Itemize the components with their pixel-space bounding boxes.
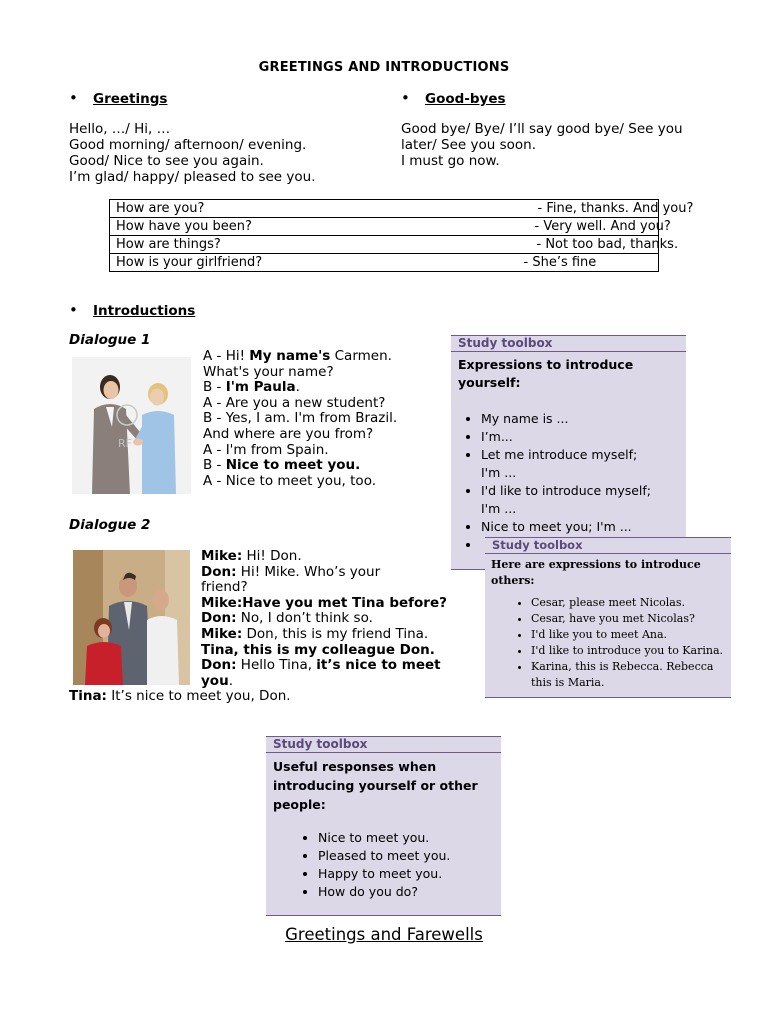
question-text: How are you?	[116, 201, 205, 216]
dialogue-fragment: Don, this is my friend Tina.	[242, 625, 429, 642]
list-item: • Pleased to meet you.	[318, 847, 501, 865]
list-item: • My name is ...	[481, 410, 686, 428]
bullet-icon: •	[69, 89, 78, 107]
toolbox-list	[451, 410, 686, 554]
dialogue-fragment: Carmen.	[330, 348, 392, 364]
toolbox-heading: Useful responses when introducing yourself or other people:	[273, 759, 478, 812]
dialogue-line	[201, 549, 447, 565]
dialogue-line: Tina, this is my colleague Don.	[201, 641, 435, 658]
speaker-name: Don:	[201, 657, 237, 674]
list-item: • I'd like to introduce myself;	[481, 482, 686, 500]
list-item: • Karina, this is Rebecca. Rebecca	[531, 659, 731, 675]
dialogue-bold-fragment: you	[201, 672, 229, 689]
dialogue-fragment: Hi! Mike. Who’s your	[236, 563, 381, 580]
table-row	[110, 200, 659, 218]
list-item: • Nice to meet you; I'm ...	[481, 518, 686, 536]
dialogue-line	[201, 611, 447, 627]
goodbyes-heading-row	[401, 89, 506, 107]
dialogue1-text	[203, 349, 397, 489]
list-item: • Nice to meet you.	[318, 829, 501, 847]
question-text: How are things?	[116, 237, 221, 252]
dialogue-line	[203, 458, 397, 474]
dialogue-fragment: Hi! Don.	[242, 548, 302, 564]
speaker-name: Don:	[201, 563, 237, 580]
speaker-name: Mike:	[201, 625, 243, 642]
question-text: How have you been?	[116, 219, 252, 234]
study-toolbox-introduce-others	[485, 537, 731, 698]
dialogue-fragment: B -	[203, 379, 226, 396]
toolbox-list	[485, 595, 731, 691]
list-item: • How do you do?	[318, 883, 501, 901]
dialogue2-text	[201, 549, 447, 689]
dialogue-line: And where are you from?	[203, 425, 374, 442]
dialogue-bold-fragment: My name's	[249, 348, 331, 364]
study-toolbox-introduce-yourself	[451, 335, 686, 570]
list-item: • Let me introduce myself;	[481, 446, 686, 464]
dialogue-line: A - Nice to meet you, too.	[203, 472, 377, 489]
table-row	[110, 218, 659, 236]
question-text: How is your girlfriend?	[116, 255, 263, 270]
greetings-heading: Greetings	[93, 91, 168, 107]
dialogue-line	[201, 627, 447, 643]
list-item: • I’m...	[481, 428, 686, 446]
dialogue-line	[201, 658, 447, 674]
dialogue-line: What's your name?	[203, 363, 334, 380]
page-title: GREETINGS AND INTRODUCTIONS	[258, 60, 510, 75]
dialogue-line: B - Yes, I am. I'm from Brazil.	[203, 410, 398, 427]
goodbye-line: Good bye/ Bye/ I’ll say good bye/ See you	[401, 121, 683, 137]
toolbox-label: Study toolbox	[451, 336, 686, 352]
answer-text: - Fine, thanks. And you?	[537, 201, 694, 216]
goodbye-line: I must go now.	[401, 153, 500, 169]
dialogue1-title: Dialogue 1	[69, 332, 151, 348]
answer-text: - Very well. And you?	[534, 219, 671, 234]
introductions-heading-row	[69, 301, 195, 319]
bullet-icon: •	[401, 89, 410, 107]
study-toolbox-useful-responses	[266, 736, 501, 916]
svg-text:RF: RF	[118, 437, 132, 450]
bullet-icon: •	[69, 301, 78, 319]
goodbyes-heading: Good-byes	[425, 91, 506, 107]
greetings-list	[69, 121, 316, 185]
speaker-name: Don:	[201, 610, 237, 627]
toolbox-label: Study toolbox	[266, 737, 501, 753]
toolbox-heading: Here are expressions to introduce others:	[491, 558, 701, 587]
dialogue-line: Mike:Have you met Tina before?	[201, 594, 447, 611]
table-row	[110, 254, 659, 272]
two-women-shaking-hands-image	[72, 357, 191, 494]
dialogue-line	[203, 349, 397, 365]
list-item: • I'd like to introduce you to Karina.	[531, 643, 731, 659]
three-people-meeting-image	[73, 550, 190, 685]
list-item: I'm ...	[481, 465, 517, 480]
dialogue-line	[69, 689, 291, 705]
list-item: • Cesar, have you met Nicolas?	[531, 611, 731, 627]
toolbox-label: Study toolbox	[485, 538, 731, 554]
table-cell	[110, 200, 694, 218]
dialogue-line: A - Are you a new student?	[203, 394, 386, 411]
goodbye-line: later/ See you soon.	[401, 137, 536, 153]
dialogue-bold-fragment: I'm Paula	[225, 379, 296, 396]
list-item: • I'd like you to meet Ana.	[531, 627, 731, 643]
table-cell	[110, 254, 659, 272]
table-cell	[110, 236, 679, 254]
footer-title: Greetings and Farewells	[285, 925, 483, 944]
dialogue-fragment: .	[295, 379, 300, 396]
list-item: I'm ...	[481, 501, 517, 516]
dialogue-fragment: A - Hi!	[203, 348, 250, 364]
dialogue1-photo	[72, 357, 191, 494]
dialogue-line: A - I'm from Spain.	[203, 441, 329, 458]
greetings-heading-row	[69, 89, 167, 107]
greeting-line: I’m glad/ happy/ pleased to see you.	[69, 169, 316, 185]
speaker-name: Tina:	[69, 688, 107, 704]
toolbox-heading: Expressions to introduce yourself:	[458, 357, 634, 390]
list-item: this is Maria.	[531, 676, 605, 689]
dialogue-fragment: .	[228, 672, 233, 689]
greeting-line: Good morning/ afternoon/ evening.	[69, 137, 307, 153]
dialogue-fragment: B -	[203, 457, 226, 474]
answer-text: - Not too bad, thanks.	[536, 237, 679, 252]
toolbox-list	[266, 829, 501, 901]
dialogue-bold-fragment: Nice to meet you.	[225, 457, 361, 474]
list-item: • Cesar, please meet Nicolas.	[531, 595, 731, 611]
speaker-name: Mike:	[201, 548, 243, 564]
greeting-line: Hello, …/ Hi, …	[69, 121, 171, 137]
dialogue2-photo	[73, 550, 190, 685]
conversation-table	[109, 199, 694, 272]
list-item: • Happy to meet you.	[318, 865, 501, 883]
answer-text: - She’s fine	[523, 255, 597, 270]
dialogue2-title: Dialogue 2	[69, 517, 151, 533]
dialogue-line	[201, 674, 447, 690]
table-row	[110, 236, 659, 254]
table-cell	[110, 218, 671, 236]
dialogue-line: friend?	[201, 579, 248, 596]
dialogue-fragment: No, I don’t think so.	[236, 610, 373, 627]
dialogue-fragment: It’s nice to meet you, Don.	[106, 688, 291, 704]
greeting-line: Good/ Nice to see you again.	[69, 153, 264, 169]
dialogue-fragment: Hello Tina,	[236, 657, 317, 674]
dialogue-bold-fragment: it’s nice to meet	[316, 657, 441, 674]
dialogue-line	[203, 380, 397, 396]
dialogue2-last-line	[69, 689, 291, 705]
introductions-heading: Introductions	[93, 303, 196, 319]
dialogue-line	[201, 565, 447, 581]
goodbyes-list	[401, 121, 683, 169]
